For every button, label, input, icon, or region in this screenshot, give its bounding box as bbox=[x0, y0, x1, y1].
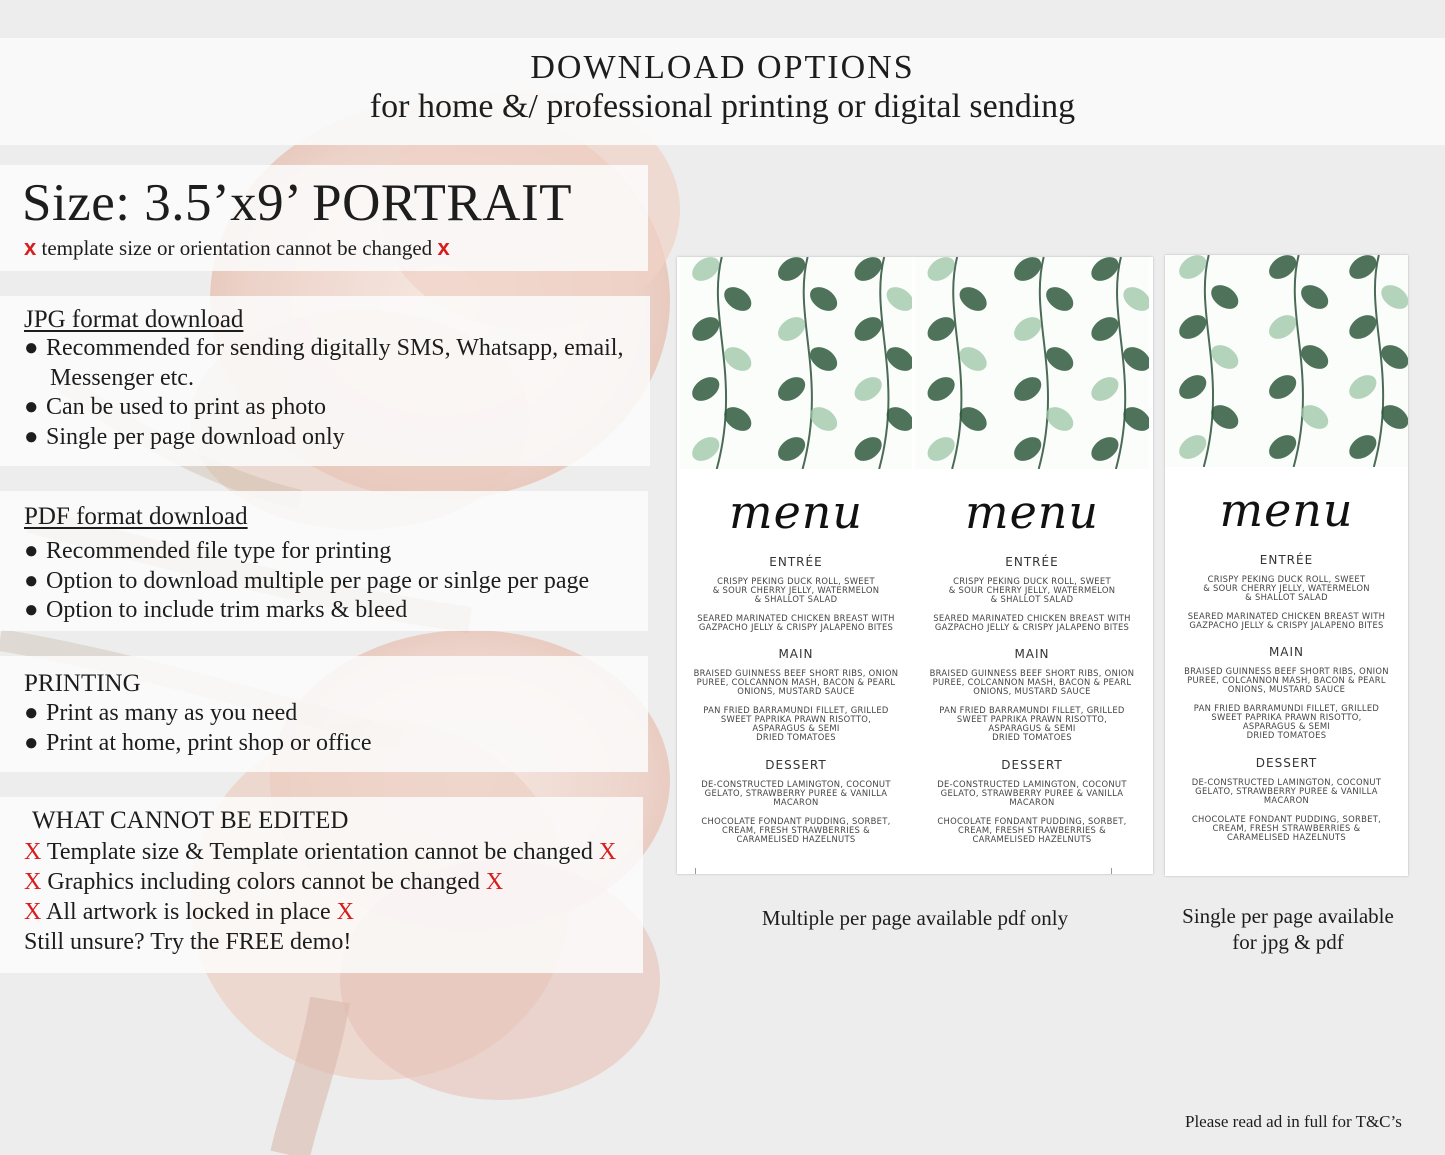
x-mark-icon: X bbox=[598, 839, 617, 865]
x-mark-icon: X bbox=[336, 899, 354, 925]
menu-item-line: CREAM, FRESH STRAWBERRIES & bbox=[958, 824, 1106, 835]
menu-section-dessert: DESSERT bbox=[1001, 758, 1063, 772]
menu-item-line: DE-CONSTRUCTED LAMINGTON, COCONUT bbox=[937, 779, 1127, 789]
menu-item-line: PUREE, COLCANNON MASH, BACON & PEARL bbox=[1187, 675, 1386, 686]
menu-section-entree: ENTRÉE bbox=[1259, 553, 1314, 567]
menu-item-line: CRISPY PEKING DUCK ROLL, SWEET bbox=[953, 576, 1111, 586]
menu-item-line: DRIED TOMATOES bbox=[1246, 730, 1327, 741]
size-note-text: template size or orientation cannot be changed bbox=[41, 236, 433, 260]
cannot-edit-line-text: All artwork is locked in place bbox=[46, 899, 331, 925]
menu-section-main: MAIN bbox=[778, 647, 814, 661]
menu-item-line: ASPARAGUS & SEMI bbox=[1242, 721, 1331, 731]
bullet-icon: ● bbox=[24, 394, 39, 420]
menu-item-line: PUREE, COLCANNON MASH, BACON & PEARL bbox=[932, 677, 1132, 688]
menu-preview-single bbox=[1165, 255, 1408, 876]
menu-item-line: CREAM, FRESH STRAWBERRIES & bbox=[1212, 822, 1361, 833]
menu-section-dessert: DESSERT bbox=[765, 758, 827, 772]
menu-item-line: SEARED MARINATED CHICKEN BREAST WITH bbox=[1187, 610, 1386, 621]
pdf-line-text: Recommended file type for printing bbox=[46, 538, 392, 564]
menu-item-line: PAN FRIED BARRAMUNDI FILLET, GRILLED bbox=[703, 704, 889, 715]
eucalyptus-leaves-art bbox=[1165, 255, 1408, 467]
menu-item-line: DE-CONSTRUCTED LAMINGTON, COCONUT bbox=[701, 779, 891, 789]
menu-item-line: SWEET PAPRIKA PRAWN RISOTTO, bbox=[1211, 711, 1362, 722]
jpg-heading: JPG format download bbox=[24, 306, 244, 333]
menu-section-main: MAIN bbox=[1268, 645, 1305, 659]
menu-item-line: CARAMELISED HAZELNUTS bbox=[736, 834, 856, 844]
leaves-header bbox=[915, 257, 1149, 469]
printing-line bbox=[24, 730, 372, 757]
menu-item-line: PAN FRIED BARRAMUNDI FILLET, GRILLED bbox=[1193, 702, 1380, 713]
leaves-header bbox=[680, 257, 912, 469]
menu-item-line: DRIED TOMATOES bbox=[992, 732, 1072, 743]
cannot-edit-panel bbox=[0, 797, 643, 973]
header-title: DOWNLOAD OPTIONS bbox=[530, 49, 915, 86]
bullet-icon: ● bbox=[24, 568, 39, 594]
pdf-line bbox=[24, 597, 407, 624]
jpg-line-text: Recommended for sending digitally SMS, Whatsapp, email, bbox=[46, 335, 624, 361]
menu-item-line: & SOUR CHERRY JELLY, WATERMELON bbox=[712, 585, 880, 596]
jpg-line bbox=[24, 365, 194, 392]
header-subtitle: for home &/ professional printing or digital sending bbox=[369, 88, 1076, 125]
menu-item-line: ONIONS, MUSTARD SAUCE bbox=[737, 686, 855, 697]
menu-section-main: MAIN bbox=[1014, 647, 1050, 661]
caption-single-line1: Single per page available bbox=[1182, 904, 1394, 928]
jpg-line bbox=[24, 424, 345, 451]
x-mark-icon: X bbox=[24, 899, 42, 925]
menu-section-entree: ENTRÉE bbox=[1005, 555, 1059, 569]
bullet-icon: ● bbox=[24, 730, 39, 756]
size-panel bbox=[0, 165, 648, 271]
menu-item-line: ASPARAGUS & SEMI bbox=[752, 723, 840, 733]
menu-item-line: GELATO, STRAWBERRY PUREE & VANILLA bbox=[1195, 786, 1378, 797]
cannot-edit-line-text: Graphics including colors cannot be changed bbox=[47, 869, 480, 895]
cannot-edit-line-text: Template size & Template orientation cannot be changed bbox=[46, 839, 593, 865]
menu-item-line: BRAISED GUINNESS BEEF SHORT RIBS, ONION bbox=[1184, 666, 1389, 676]
jpg-line-text: Single per page download only bbox=[46, 424, 345, 450]
menu-item-line: & SHALLOT SALAD bbox=[754, 594, 838, 605]
menu-item-line: & SOUR CHERRY JELLY, WATERMELON bbox=[948, 585, 1116, 596]
menu-card bbox=[1165, 255, 1408, 876]
menu-item-line: PAN FRIED BARRAMUNDI FILLET, GRILLED bbox=[939, 704, 1125, 715]
pdf-line-text: Option to include trim marks & bleed bbox=[46, 597, 408, 623]
bullet-icon: ● bbox=[24, 424, 39, 450]
menu-item-line: GAZPACHO JELLY & CRISPY JALAPENO BITES bbox=[698, 621, 894, 632]
menu-item-line: BRAISED GUINNESS BEEF SHORT RIBS, ONION bbox=[693, 668, 899, 678]
cannot-edit-line bbox=[24, 899, 354, 926]
menu-script-title: menu bbox=[1219, 483, 1354, 537]
pdf-panel bbox=[0, 491, 648, 631]
trim-mark bbox=[1111, 868, 1112, 874]
menu-item-line: MACARON bbox=[1263, 795, 1310, 806]
eucalyptus-leaves-art bbox=[680, 257, 912, 469]
printing-panel bbox=[0, 656, 648, 772]
printing-heading: PRINTING bbox=[24, 670, 141, 697]
terms-note: Please read ad in full for T&C’s bbox=[1185, 1112, 1402, 1131]
x-mark-icon: X bbox=[24, 869, 42, 895]
menu-item-line: BRAISED GUINNESS BEEF SHORT RIBS, ONION bbox=[929, 668, 1135, 678]
menu-card bbox=[680, 257, 912, 874]
cannot-edit-heading: WHAT CANNOT BE EDITED bbox=[32, 807, 349, 834]
x-mark-icon: x bbox=[24, 235, 37, 260]
menu-item-line: CRISPY PEKING DUCK ROLL, SWEET bbox=[717, 576, 875, 586]
jpg-line-text: Can be used to print as photo bbox=[46, 394, 326, 420]
eucalyptus-leaves-art bbox=[915, 257, 1149, 469]
menu-item-line: CHOCOLATE FONDANT PUDDING, SORBET, bbox=[701, 815, 891, 826]
leaves-header bbox=[1165, 255, 1408, 467]
menu-item-line: SEARED MARINATED CHICKEN BREAST WITH bbox=[697, 612, 895, 623]
menu-script-title: menu bbox=[964, 485, 1100, 539]
x-mark-icon: X bbox=[485, 869, 504, 895]
bullet-icon: ● bbox=[24, 597, 39, 623]
menu-item-line: CRISPY PEKING DUCK ROLL, SWEET bbox=[1207, 574, 1366, 584]
bullet-icon: ● bbox=[24, 335, 39, 361]
cannot-edit-line bbox=[24, 839, 616, 866]
menu-item-line: PUREE, COLCANNON MASH, BACON & PEARL bbox=[696, 677, 896, 688]
menu-item-line: DRIED TOMATOES bbox=[756, 732, 836, 743]
jpg-line bbox=[24, 335, 623, 362]
menu-item-line: SWEET PAPRIKA PRAWN RISOTTO, bbox=[720, 713, 872, 724]
menu-item-line: ONIONS, MUSTARD SAUCE bbox=[973, 686, 1091, 697]
menu-item-line: & SHALLOT SALAD bbox=[1245, 592, 1328, 603]
menu-section-entree: ENTRÉE bbox=[769, 555, 823, 569]
menu-item-line: DE-CONSTRUCTED LAMINGTON, COCONUT bbox=[1191, 777, 1382, 787]
bullet-icon: ● bbox=[24, 538, 39, 564]
size-note bbox=[24, 235, 450, 261]
trim-mark bbox=[695, 868, 696, 874]
menu-script-title: menu bbox=[728, 485, 864, 539]
menu-item-line: GAZPACHO JELLY & CRISPY JALAPENO BITES bbox=[1189, 619, 1384, 630]
free-demo-text: Still unsure? Try the FREE demo! bbox=[24, 929, 352, 955]
menu-item-line: CHOCOLATE FONDANT PUDDING, SORBET, bbox=[937, 815, 1127, 826]
jpg-panel bbox=[0, 296, 650, 466]
menu-item-line: GELATO, STRAWBERRY PUREE & VANILLA bbox=[940, 788, 1124, 799]
pdf-line-text: Option to download multiple per page or sinlge per page bbox=[46, 568, 590, 594]
bullet-icon: ● bbox=[24, 700, 39, 726]
pdf-heading: PDF format download bbox=[24, 503, 248, 530]
menu-item-line: CREAM, FRESH STRAWBERRIES & bbox=[722, 824, 870, 835]
pdf-line bbox=[24, 568, 589, 595]
menu-item-line: & SOUR CHERRY JELLY, WATERMELON bbox=[1203, 583, 1370, 594]
x-mark-icon: X bbox=[24, 839, 42, 865]
jpg-line-text: Messenger etc. bbox=[50, 365, 194, 391]
pdf-line bbox=[24, 538, 391, 565]
menu-item-line: ASPARAGUS & SEMI bbox=[988, 723, 1076, 733]
menu-preview-multiple bbox=[677, 257, 1153, 874]
menu-item-line: CARAMELISED HAZELNUTS bbox=[972, 834, 1092, 844]
menu-item-line: & SHALLOT SALAD bbox=[990, 594, 1074, 605]
menu-item-line: MACARON bbox=[773, 797, 819, 808]
printing-line-text: Print at home, print shop or office bbox=[46, 730, 372, 756]
menu-item-line: CHOCOLATE FONDANT PUDDING, SORBET, bbox=[1191, 813, 1382, 824]
menu-item-line: SWEET PAPRIKA PRAWN RISOTTO, bbox=[956, 713, 1108, 724]
menu-card bbox=[915, 257, 1149, 874]
menu-item-line: MACARON bbox=[1009, 797, 1055, 808]
caption-single-line2: for jpg & pdf bbox=[1232, 930, 1344, 954]
menu-item-line: GELATO, STRAWBERRY PUREE & VANILLA bbox=[704, 788, 888, 799]
menu-section-dessert: DESSERT bbox=[1255, 756, 1318, 770]
menu-item-line: CARAMELISED HAZELNUTS bbox=[1226, 832, 1346, 842]
printing-line bbox=[24, 700, 297, 727]
cannot-edit-line bbox=[24, 869, 503, 896]
menu-item-line: ONIONS, MUSTARD SAUCE bbox=[1227, 684, 1346, 695]
jpg-line bbox=[24, 394, 326, 421]
size-title: Size: 3.5’x9’ PORTRAIT bbox=[22, 174, 573, 232]
caption-multiple: Multiple per page available pdf only bbox=[761, 906, 1069, 930]
x-mark-icon: x bbox=[437, 235, 450, 260]
menu-item-line: GAZPACHO JELLY & CRISPY JALAPENO BITES bbox=[934, 621, 1130, 632]
printing-line-text: Print as many as you need bbox=[46, 700, 298, 726]
header-banner bbox=[0, 38, 1445, 145]
menu-item-line: SEARED MARINATED CHICKEN BREAST WITH bbox=[933, 612, 1131, 623]
